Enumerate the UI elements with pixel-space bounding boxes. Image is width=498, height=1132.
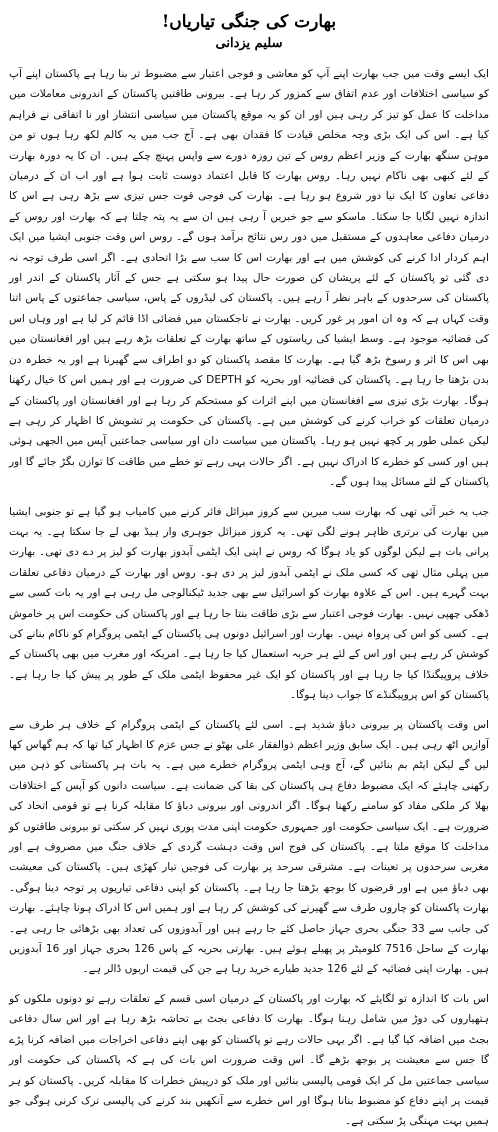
author-byline: سلیم یزدانی [215,36,283,51]
article-paragraph-2: جب یہ خبر آئی تھی کہ بھارت سب میرین سے کروز میزائل فائر کرنے میں کامیاب ہو گیا ہے تو جنوبی ایشیا میں بھارت کی برتری ظاہر ہونے لگی تھی۔ یہ کروز میزائل جوہری وار ہیڈ بھی لے جا سکتا ہے۔ یہ بہت پرانی بات ہے لیکن لوگوں کو یاد ہوگا کہ روس نے اپنی ایک ایٹمی آبدوز بھارت کو لیز پر دے دی تھی۔ بھارت میں پہلی مثال تھی کہ کسی ملک نے ایٹمی آبدوز لیز پر دی ہو۔ روس اور بھارت کے درمیان دفاعی تعلقات بہت گہرے ہیں۔ اس کے علاوہ بھارت کو اسرائیل سے بھی جدید ٹیکنالوجی مل رہی ہے اور یہ بات کسی سے ڈھکی چھپی نہیں۔ بھارت فوجی اعتبار سے بڑی طاقت بنتا جا رہا ہے اور پاکستان کی حکومت اس پر خاموش ہے۔ کسی کو اس کی پرواہ نہیں۔ بھارت اور اسرائیل دونوں ہی پاکستان کے ایٹمی پروگرام کو ناکام بنانے کی کوشش کر رہے ہیں اور اس کے لئے ہر حربہ استعمال کیا جا رہا ہے۔ امریکہ اور مغرب میں بھی پاکستان کے خلاف پروپیگنڈا کیا جا رہا ہے اور پاکستان کو ایک غیر محفوظ ایٹمی ملک کے طور پر پیش کیا جا رہا ہے۔ پاکستان کو اس پروپیگنڈے کا جواب دینا ہوگا۔ [9,505,489,702]
article-paragraph-4: اس بات کا اندازہ تو لگایئے کہ بھارت اور پاکستان کے درمیان اسی قسم کے تعلقات رہے تو دونوں ملکوں کو ہتھیاروں کی دوڑ میں شامل رہنا ہوگا۔ بھارت کا دفاعی بجٹ بے تحاشہ بڑھ رہا ہے اور اس سال دفاعی بجٹ میں اضافہ کیا گیا ہے۔ اگر یہی حالات رہے تو پاکستان کو بھی اپنے دفاعی اخراجات میں اضافہ کرنا پڑے گا جس سے معیشت پر بوجھ بڑھے گا۔ اس وقت ضرورت اس بات کی ہے کہ پاکستان کی حکومت اور سیاسی جماعتیں مل کر ایک قومی پالیسی بنائیں اور ملک کو درپیش خطرات کا مقابلہ کریں۔ پاکستان کو ہر قیمت پر اپنے دفاع کو مضبوط بنانا ہوگا اور اس خطرے سے آنکھیں بند کرنے کی پالیسی ترک کرنی ہوگی جو ہمیں بہت مہنگی پڑ سکتی ہے۔ [9,992,489,1128]
article-paragraph-1: ایک ایسے وقت میں جب بھارت اپنے آپ کو معاشی و فوجی اعتبار سے مضبوط تر بنا رہا ہے پاکستان اپنے آپ کو سیاسی اختلافات اور عدم اتفاق سے کمزور کر رہا ہے۔ بیرونی طاقتیں پاکستان کے اندرونی معاملات میں مداخلت کا عمل کو تیز کر رہی ہیں اور ان کو یہ موقع پاکستان میں سیاسی انتشار اور نا اتفاقی نے فراہم کیا ہے۔ اس کی ایک بڑی وجہ مخلص قیادت کا فقدان بھی ہے۔ آج جب میں یہ کالم لکھ رہا ہوں تو من موہن سنگھ بھارت کے وزیر اعظم روس کے تین روزہ دورے سے واپس پہنچ چکے ہیں۔ ان کا یہ دورہ بھارت کے لئے کبھی بھی ناکام نہیں رہا۔ روس بھارت کا قابل اعتماد دوست ثابت ہوا ہے اور اب ان کے درمیان دفاعی تعاون کا ایک نیا دور شروع ہو رہا ہے۔ بھارت کی فوجی قوت جس تیزی سے بڑھ رہی ہے اس کا اندازہ نہیں لگایا جا سکتا۔ ماسکو سے جو خبریں آ رہی ہیں ان سے یہ پتہ چلتا ہے کہ بھارت اور روس کے درمیان دفاعی معاہدوں کے مستقبل میں دور رس نتائج برآمد ہوں گے۔ روس اس وقت جنوبی ایشیا میں ایک اہم کردار ادا کرنے کی کوشش میں ہے اور بھارت اس کا سب سے بڑا اتحادی ہے۔ اگر اسی طرف توجہ نہ دی گئی تو پاکستان کے لئے پریشان کن صورت حال پیدا ہو سکتی ہے جس کے آثار پاکستان کے اندر اور پاکستان کی سرحدوں کے باہر نظر آ رہے ہیں۔ پاکستان کی لیڈروں کے پاس، سیاسی جماعتوں کے پاس اتنا وقت کہاں ہے کہ وہ ان امور پر غور کریں۔ بھارت نے تاجکستان میں فضائی اڈا قائم کر لیا ہے اور وہاں اس کی فضائیہ موجود ہے۔ وسط ایشیا کی ریاستوں کے ساتھ بھارت کے تعلقات بڑھ رہے ہیں اور افغانستان میں بھی اس کا اثر و رسوخ بڑھ گیا ہے۔ بھارت کا مقصد پاکستان کو دو اطراف سے گھیرنا ہے اور یہ خطرہ دن بدن بڑھتا جا رہا ہے۔ پاکستان کی فضائیہ اور بحریہ کو DEPTH کی ضرورت ہے اور ہمیں اس کا خیال رکھنا ہوگا۔ بھارت بڑی تیزی سے افغانستان میں اپنے اثرات کو مستحکم کر رہا ہے اور افغانستان اور پاکستان کے درمیان تعلقات کو خراب کرنے کی کوشش میں ہے۔ پاکستان کی حکومت پر تشویش کا اظہار کر رہی ہے لیکن عملی طور پر کچھ نہیں ہو رہا۔ پاکستان میں سیاست دان اور سیاسی جماعتیں آپس میں الجھی ہوئی ہیں اور کسی کو خطرے کا ادراک نہیں ہے۔ اگر حالات یہی رہے تو خطے میں طاقت کا توازن بگڑ جائے گا اور پاکستان کے لئے مسائل پیدا ہوں گے۔ [9,68,489,489]
article-headline: بھارت کی جنگی تیاریاں! [161,12,337,32]
article-paragraph-3: اس وقت پاکستان پر بیرونی دباؤ شدید ہے۔ اسی لئے پاکستان کے ایٹمی پروگرام کے خلاف ہر طرف سے آوازیں اٹھ رہی ہیں۔ ایک سابق وزیر اعظم ذوالفقار علی بھٹو نے جس عزم کا اظہار کیا تھا کہ ہم گھاس کھا لیں گے لیکن ایٹم بم بنائیں گے، آج وہی ایٹمی پروگرام خطرے میں ہے۔ یہ بات ہر پاکستانی کو ذہن میں رکھنی چاہئے کہ ایک مضبوط دفاع ہی پاکستان کی بقا کی ضمانت ہے۔ سیاست دانوں کو آپس کے اختلافات بھلا کر ملکی مفاد کو سامنے رکھنا ہوگا۔ اگر اندرونی اور بیرونی دباؤ کا مقابلہ کرنا ہے تو قومی اتحاد کی ضرورت ہے۔ ایک سیاسی حکومت اور جمہوری حکومت اپنی مدت پوری نہیں کر سکتی تو بیرونی طاقتوں کو مداخلت کا موقع ملتا ہے۔ پاکستان کی فوج اس وقت دہشت گردی کے خلاف جنگ میں مصروف ہے اور مغربی سرحدوں پر تعینات ہے۔ مشرقی سرحد پر بھارت کی فوجیں تیار کھڑی ہیں۔ پاکستان کی معیشت بھی دباؤ میں ہے اور قرضوں کا بوجھ بڑھتا جا رہا ہے۔ پاکستان کو اپنی دفاعی تیاریوں پر توجہ دینا ہوگی۔ بھارت پاکستان کو چاروں طرف سے گھیرنے کی کوشش کر رہا ہے اور ہمیں اس کا ادراک ہونا چاہئے۔ بھارت کی جانب سے 33 جنگی بحری جہاز حاصل کئے جا رہے ہیں اور آبدوزوں کی تعداد بھی بڑھائی جا رہی ہے۔ بھارت کے ساحل 7516 کلومیٹر پر پھیلے ہوئے ہیں۔ بھارتی بحریہ کے پاس 126 بحری جہاز اور 16 آبدوزیں ہیں۔ بھارت اپنی فضائیہ کے لئے 126 جدید طیارے خرید رہا ہے جن کی قیمت اربوں ڈالر ہے۔ [9,718,489,976]
